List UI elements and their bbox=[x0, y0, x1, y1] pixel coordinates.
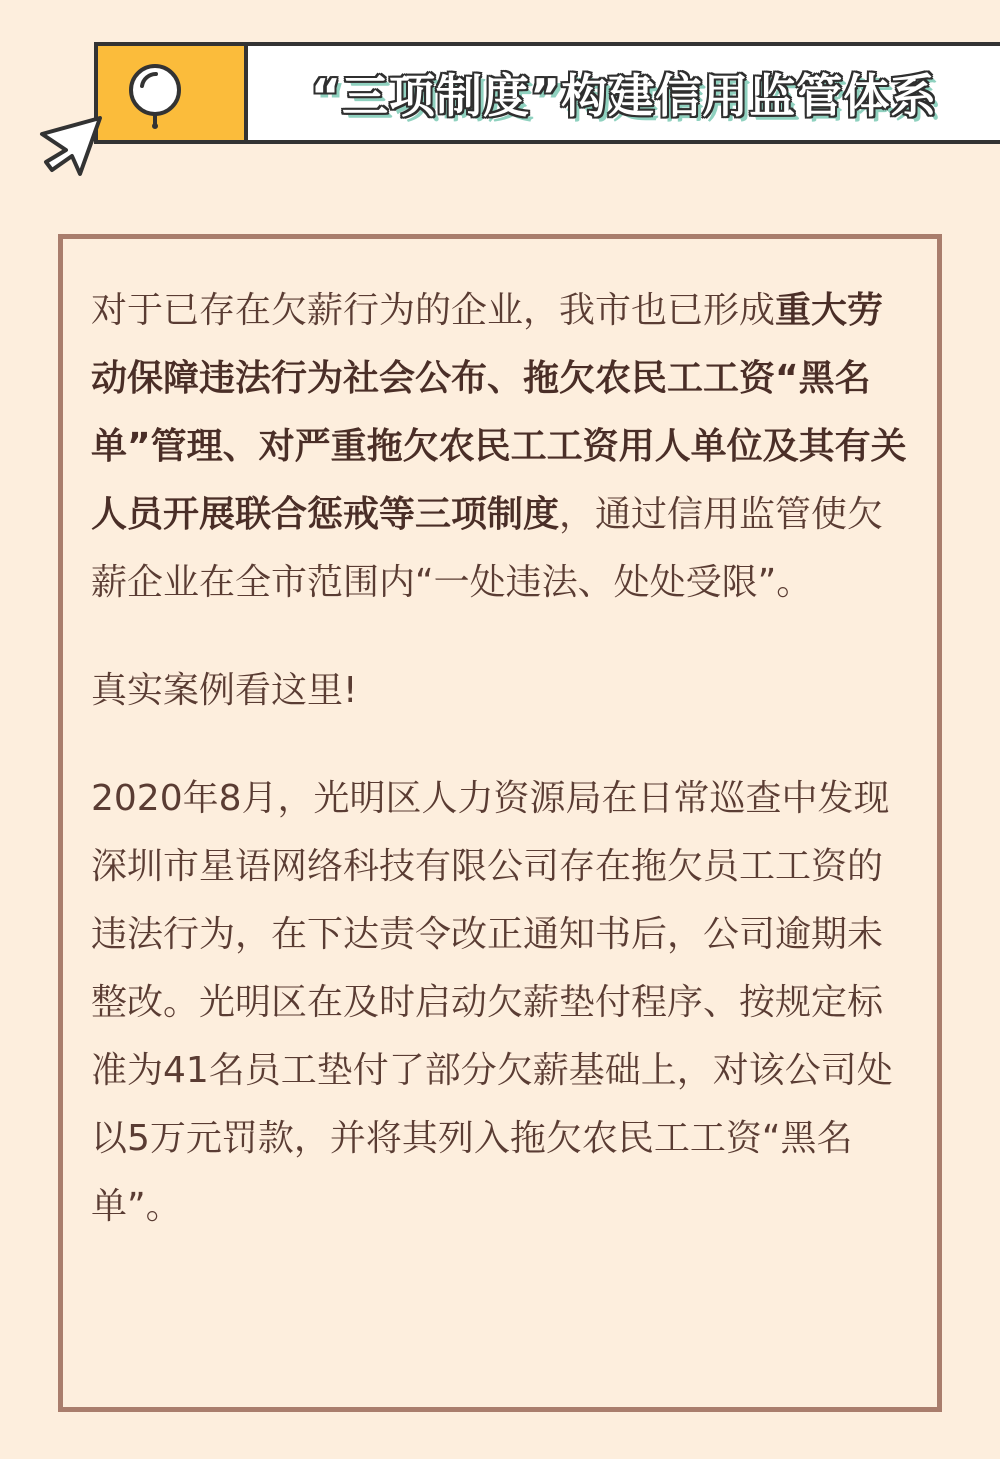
banner-title: “三项制度”构建信用监管体系 bbox=[310, 69, 938, 123]
policy-rest: ，通过信用监管使欠薪企业在全市范围内“一处违法、处处受限”。 bbox=[91, 494, 884, 603]
cursor-arrow-icon bbox=[36, 112, 108, 184]
lightbulb-icon bbox=[120, 60, 190, 130]
paragraph-case: 2020年8月，光明区人力资源局在日常巡查中发现深圳市星语网络科技有限公司存在拖欠员工工资的违法行为，在下达责令改正通知书后，公司逾期未整改。光明区在及时启动欠薪垫付程序、按规定标准为41名员工垫付了部分欠薪基础上，对该公司处以5万元罚款，并将其列入拖欠农民工工资“黑名单”。 bbox=[91, 778, 893, 1227]
paragraph-policy bbox=[91, 277, 911, 617]
policy-bold-text: 重大劳动保障违法行为社会公布、拖欠农民工工资“黑名单”管理、对严重拖欠农民工工资用人单位及其有关人员开展联合惩戒等三项制度 bbox=[91, 290, 907, 535]
section-banner bbox=[94, 42, 1000, 144]
banner-icon-box bbox=[98, 46, 248, 140]
content-box bbox=[58, 234, 942, 1412]
policy-intro: 对于已存在欠薪行为的企业，我市也已形成 bbox=[91, 290, 776, 331]
paragraph-case-heading: 真实案例看这里! bbox=[91, 670, 358, 711]
